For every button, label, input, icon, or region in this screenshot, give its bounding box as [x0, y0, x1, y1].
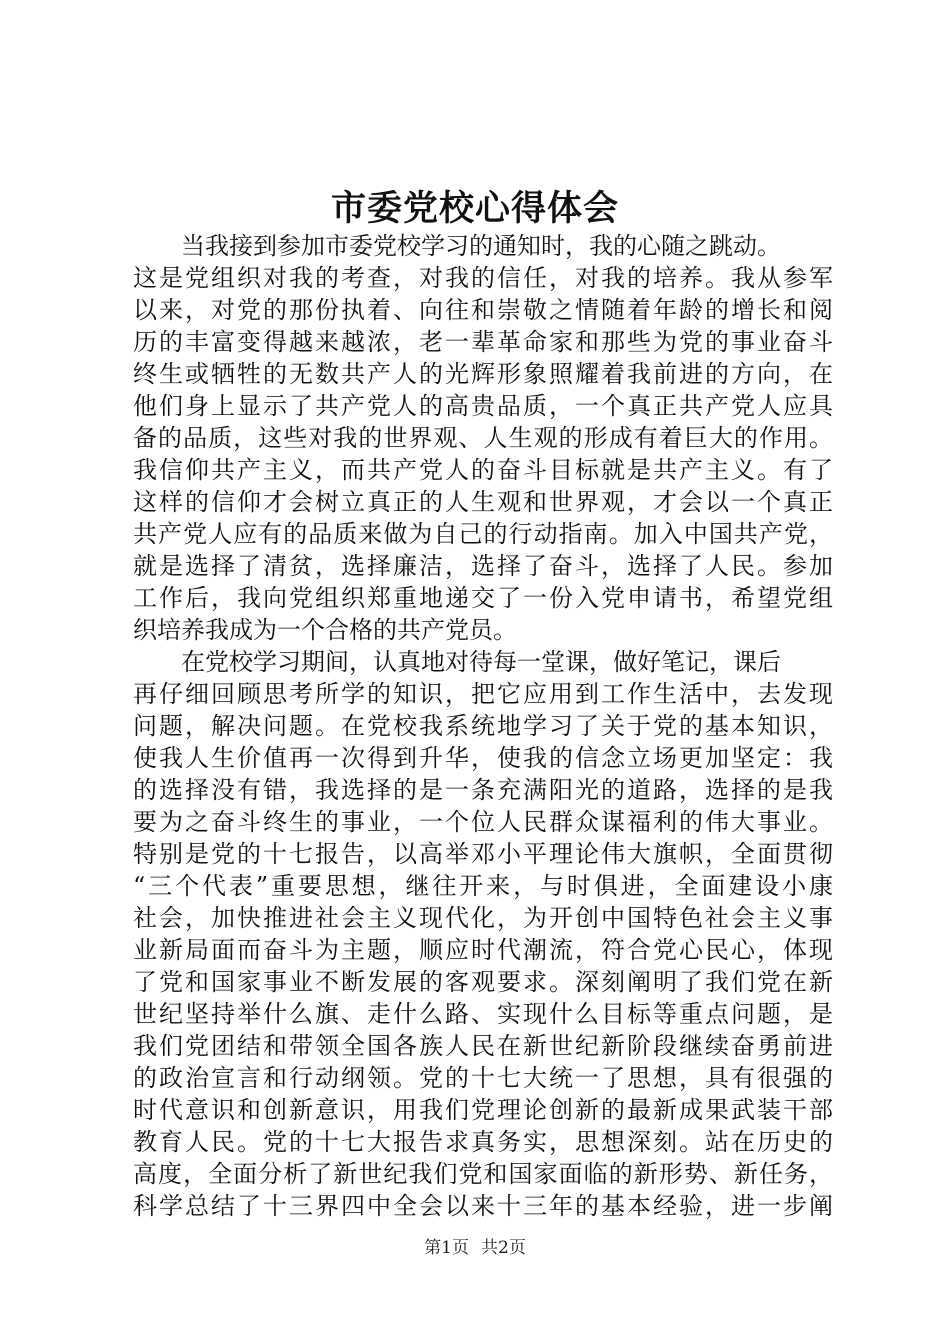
paragraph-1-line-2: 这是党组织对我的考查，对我的信任，对我的培养。我从参军 [133, 264, 833, 292]
page-footer [0, 1236, 950, 1260]
paragraph-1-line-10: 共产党人应有的品质来做为自己的行动指南。加入中国共产党， [133, 520, 833, 548]
paragraph-2-line-8: “三个代表”重要思想，继往开来，与时俱进，全面建设小康 [133, 872, 833, 900]
paragraph-2-line-3: 问题，解决问题。在党校我系统地学习了关于党的基本知识， [133, 712, 833, 740]
paragraph-2-line-1: 在党校学习期间，认真地对待每一堂课，做好笔记，课后 [181, 648, 781, 676]
paragraph-2-line-11: 了党和国家事业不断发展的客观要求。深刻阐明了我们党在新 [133, 968, 833, 996]
paragraph-2-line-12: 世纪坚持举什么旗、走什么路、实现什么目标等重点问题，是 [133, 1000, 833, 1028]
paragraph-1-line-8: 我信仰共产主义，而共产党人的奋斗目标就是共产主义。有了 [133, 456, 833, 484]
paragraph-2-line-18: 科学总结了十三界四中全会以来十三年的基本经验，进一步阐 [133, 1192, 833, 1220]
paragraph-1-line-5: 终生或牺牲的无数共产人的光辉形象照耀着我前进的方向，在 [133, 360, 833, 388]
paragraph-2-line-15: 时代意识和创新意识，用我们党理论创新的最新成果武装干部 [133, 1096, 833, 1124]
paragraph-1-line-7: 备的品质，这些对我的世界观、人生观的形成有着巨大的作用。 [133, 424, 833, 452]
paragraph-2-line-2: 再仔细回顾思考所学的知识，把它应用到工作生活中，去发现 [133, 680, 833, 708]
paragraph-2-line-10: 业新局面而奋斗为主题，顺应时代潮流，符合党心民心，体现 [133, 936, 833, 964]
paragraph-1-line-12: 工作后，我向党组织郑重地递交了一份入党申请书，希望党组 [133, 584, 833, 612]
paragraph-1-line-9: 这样的信仰才会树立真正的人生观和世界观，才会以一个真正 [133, 488, 833, 516]
paragraph-2-line-5: 的选择没有错，我选择的是一条充满阳光的道路，选择的是我 [133, 776, 833, 804]
paragraph-2-line-9: 社会，加快推进社会主义现代化，为开创中国特色社会主义事 [133, 904, 833, 932]
paragraph-2-line-13: 我们党团结和带领全国各族人民在新世纪新阶段继续奋勇前进 [133, 1032, 833, 1060]
paragraph-1-line-3: 以来，对党的那份执着、向往和崇敬之情随着年龄的增长和阅 [133, 296, 833, 324]
page-number: 第1页 [424, 1238, 469, 1258]
paragraph-1-line-11: 就是选择了清贫，选择廉洁，选择了奋斗，选择了人民。参加 [133, 552, 833, 580]
paragraph-2-line-7: 特别是党的十七报告，以高举邓小平理论伟大旗帜，全面贯彻 [133, 840, 833, 868]
paragraph-1-line-4: 历的丰富变得越来越浓，老一辈革命家和那些为党的事业奋斗 [133, 328, 833, 356]
paragraph-2-line-4: 使我人生价值再一次得到升华，使我的信念立场更加坚定：我 [133, 744, 833, 772]
paragraph-2-line-14: 的政治宣言和行动纲领。党的十七大统一了思想，具有很强的 [133, 1064, 833, 1092]
document-body [133, 230, 833, 1222]
paragraph-2-line-17: 高度，全面分析了新世纪我们党和国家面临的新形势、新任务， [133, 1160, 833, 1188]
paragraph-1-line-6: 他们身上显示了共产党人的高贵品质，一个真正共产党人应具 [133, 392, 833, 420]
paragraph-2-line-6: 要为之奋斗终生的事业，一个位人民群众谋福利的伟大事业。 [133, 808, 833, 836]
paragraph-2-line-16: 教育人民。党的十七大报告求真务实，思想深刻。站在历史的 [133, 1128, 833, 1156]
page-total: 共2页 [481, 1238, 526, 1258]
document-title: 市委党校心得体会 [330, 188, 619, 229]
paragraph-1-line-1: 当我接到参加市委党校学习的通知时，我的心随之跳动。 [181, 232, 781, 260]
paragraph-1-line-13: 织培养我成为一个合格的共产党员。 [133, 616, 517, 644]
